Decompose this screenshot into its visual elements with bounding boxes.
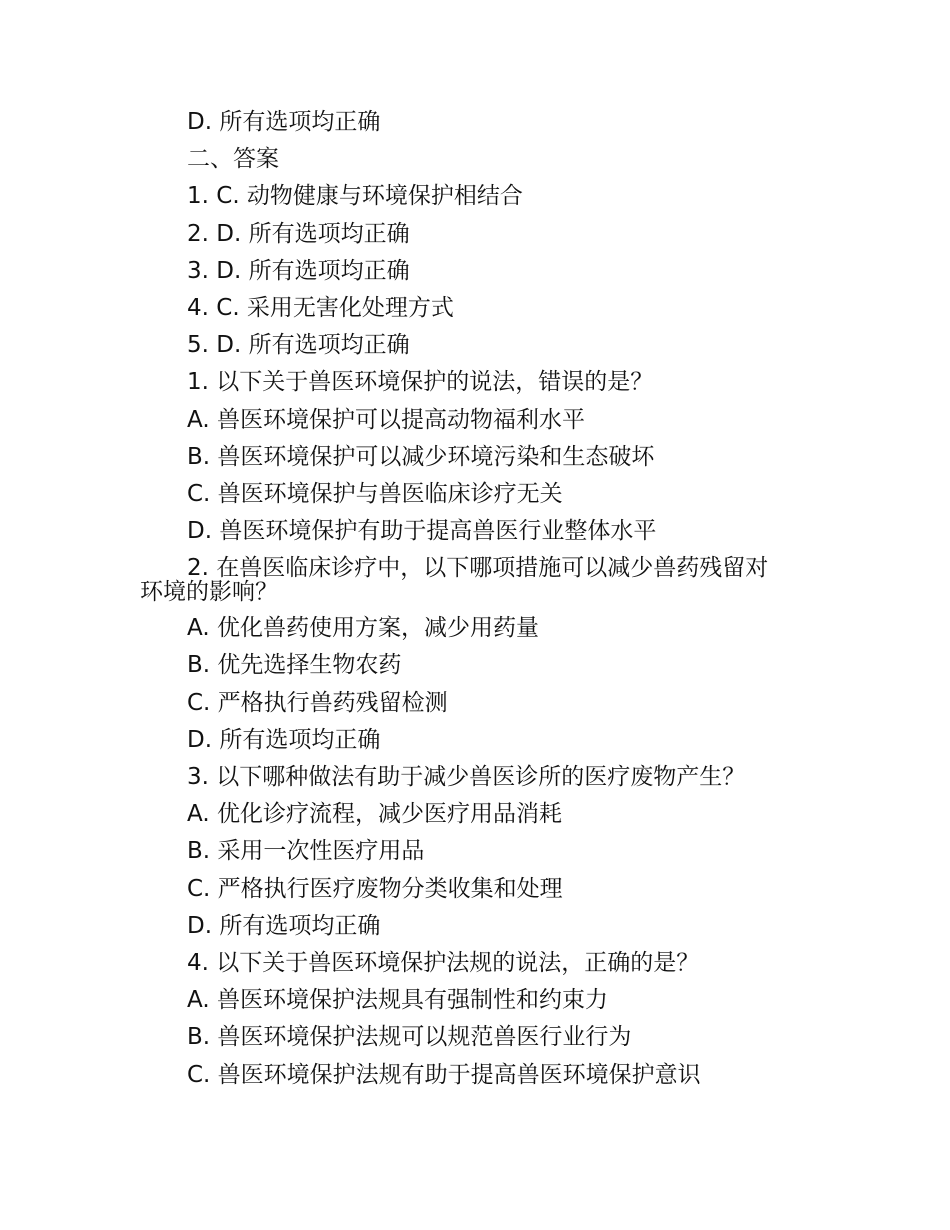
answer-line: 5. D. 所有选项均正确 <box>187 332 410 359</box>
text-body <box>0 104 950 1094</box>
option-line: B. 兽医环境保护法规可以规范兽医行业行为 <box>187 1024 632 1051</box>
option-line: C. 兽医环境保护与兽医临床诊疗无关 <box>187 480 563 507</box>
answer-line: 1. C. 动物健康与环境保护相结合 <box>187 183 523 210</box>
section-heading: 二、答案 <box>187 146 279 173</box>
option-line: C. 严格执行医疗废物分类收集和处理 <box>187 875 563 902</box>
option-line: D. 兽医环境保护有助于提高兽医行业整体水平 <box>187 518 657 545</box>
question-line-continuation: 环境的影响？ <box>140 579 278 606</box>
option-line: A. 兽医环境保护法规具有强制性和约束力 <box>187 987 608 1014</box>
question-line: 1. 以下关于兽医环境保护的说法，错误的是？ <box>187 369 654 396</box>
option-line: B. 优先选择生物农药 <box>187 652 402 679</box>
option-line: C. 严格执行兽药残留检测 <box>187 689 448 716</box>
answer-line: 3. D. 所有选项均正确 <box>187 257 410 284</box>
question-line: 3. 以下哪种做法有助于减少兽医诊所的医疗废物产生？ <box>187 764 746 790</box>
option-line: B. 兽医环境保护可以减少环境污染和生态破坏 <box>187 443 655 470</box>
option-line: A. 优化兽药使用方案，减少用药量 <box>187 615 539 642</box>
option-line: B. 采用一次性医疗用品 <box>187 838 425 865</box>
question-line: 2. 在兽医临床诊疗中，以下哪项措施可以减少兽药残留对 <box>187 555 769 582</box>
answer-line: 4. C. 采用无害化处理方式 <box>187 294 454 321</box>
option-line: C. 兽医环境保护法规有助于提高兽医环境保护意识 <box>187 1061 701 1088</box>
answer-line: 2. D. 所有选项均正确 <box>187 220 410 247</box>
question-line: 4. 以下关于兽医环境保护法规的说法，正确的是？ <box>187 949 700 976</box>
option-line: A. 优化诊疗流程，减少医疗用品消耗 <box>187 801 562 828</box>
option-line: D. 所有选项均正确 <box>187 912 381 939</box>
option-line: D. 所有选项均正确 <box>187 109 381 135</box>
option-line: A. 兽医环境保护可以提高动物福利水平 <box>187 406 585 433</box>
option-line: D. 所有选项均正确 <box>187 726 381 753</box>
